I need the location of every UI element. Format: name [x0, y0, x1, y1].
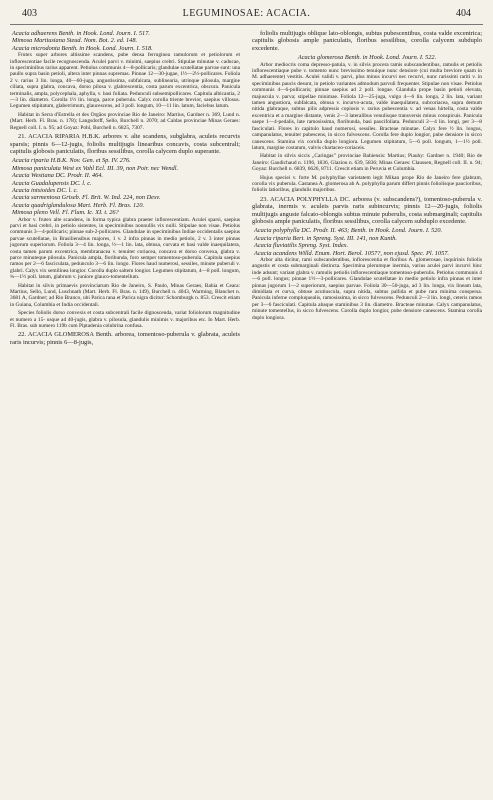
synonym-line: Acacia riparia H.B.K. Nov. Gen. et Sp. IV. 276. — [12, 157, 131, 165]
habitat-paragraph: Habitat in Serra d'Estrella et des Orgãos provinciae Rio de Janeiro: Martius, Gardner n. 369, Lund n. (Mart. Herb. Fl. Bras. n. 178); Langsdorff, Sello, Burchell n. 2070; ad Caldas provinciae Minas Geraes: Regnell coll. I. n. 95; ad Goyaz: Pohl, Burchell n. 6825, 7307. — [10, 111, 240, 131]
running-title: LEGUMINOSAE: ACACIA. — [182, 8, 311, 19]
synonym-line: Acacia polyphylla DC. Prodr. II. 463; Benth. in Hook. Lond. Journ. I. 520. — [254, 227, 443, 235]
right-page-number: 404 — [456, 8, 471, 19]
habitat-paragraph: Species foliolis dorso convexis et costa subcentrali facile dignoscenda, variat foliolorum magnitudine et numero a 15- usque ad 40-jugis, glabra v. pilosula, glandulis minimis v. majoribus etc. In Mart. Herb. Fl. Bras. sub numero 119b cum Piptadenia colubrina confusa. — [10, 310, 240, 330]
species-heading: 23. ACACIA POLYPHYLLA DC. arborea (v. subscandens?), tomentoso-puberula v. glabrata, inermis v. aculeis parvis raris subincurvis; pinnis 12—20-jugis, foliolis multijugis anguste falcato-oblongis subtus minute puberulis, costa submarginali; capitulis globosis ample paniculatis, floribus sessilibus, corolla calycem subduplo excedente. — [252, 195, 482, 225]
left-column — [10, 30, 240, 348]
text-columns — [10, 30, 483, 348]
running-header — [10, 8, 483, 22]
synonym-line: Acacia riparia Bert. in Spreng. Syst. III. 141, non Kunth. — [254, 234, 398, 242]
description-paragraph: Arbor mediocris coma depresso-patula, v. in silvis procera ramis subscandentibus, ramulis et petiolis inflorescentiaque pube v. tomento nunc brevissimo tenuique nunc densiore (cui multa breviore quam in M. adhaerente) vestitis. Aculei validi v. parvi, plus minus incurvi nec recurvi, nunc rarissimi rariti v. in speciminibus paucis desunt, in petiolo variantes admodum parvuli frequenter. Stipulae non visae. Petiolus communis 4—6-pollicaris; pinnae saepius ad 2 poll. longae. Glandula prope basin petioli elevata, majuscula v. parva; stipellae minimae. Foliola 12—25-juga, vulgo 4—6 lin. longa, 2 lin. lata, variant tamen angustiora, subfalcata, obtusa v. incurvo-acuta, valde inaequilatera, subcoriacea, supra demum nitida glabraque, subtus pilis adpressis copiosis v. rarius pubescentia v. ad venas hirtella, costa valde excentrica et a margine distante, venis 2—3 lateralibus venulisque transversis minus conspicuis. Panicula saepe 1—4-pedalis, late ramosissima, floribunda, basi paucifoliata. Pedunculi 2—4 lin. longi, per 3—8 fasciculati. Flores in capitulo haud numerosi, sessiles. Bracteae minutae. Calyx fere ½ lin. longus, campanulatus, tenuiter pubescens, in sicco fulvescens. Corolla fere duplo longior, pube densiore in sicco canescens. Stamina vix corolla duplo longiora. Legumen stipitatum, 5—6 poll. longum, 1—1½ poll. latum, margine costatum, valvis chartaceo-coriaceis. — [252, 61, 482, 151]
synonym-line: Acacia microdonta Benth. in Hook. Lond. Journ. I. 518. — [12, 44, 153, 52]
synonym-line: Acacia glomerosa Benth. in Hook. Lond. Journ. I. 522. — [297, 54, 437, 62]
species-heading: foliolis multijugis oblique lato-oblongis, subtus pubescentibus, costa valde excentrica; capitulis globosis ample paniculatis, floribus sessilibus, corolla calycem subduplo excedente. — [252, 30, 482, 52]
habitat-paragraph: Habitat in silvis primaevis provinciarum Rio de Janeiro, S. Paulo, Minas Geraes, Bahia et Ceara: Martius, Sello, Lund, Luschnath (Mart. Herb. Fl. Bras. n. 149), Burchell n. 4043, Warming, Blanchet n. 3681 A, Gardner; ad Rio Branco, ubi Parica rana et Parica nigra dicitur: Schomburgk n. 853. Crescit etiam in Guiana, Columbia et India occidentali. — [10, 282, 240, 308]
habitat-paragraph: Hujus speciei v. forte M. polyphyllae varietatem legit Mikan prope Rio de Janeiro fere glabram, corolla vix puberula. Castanea A. glomerosa ab A. polyphylla parum differt pinnis foliolisque paucioribus, foliolis latioribus, glandulis majoribus. — [252, 174, 482, 194]
description-paragraph: Arbor v. frutex alte scandens, in forma typica glabra praeter inflorescentiam. Aculei sparsi, saepius parvi et basi crebri, in petiolo sistentes, in speciminibus nonnullis vix nulli. Stipulae non visae. Petiolus communis 3—4-pollicaris; pinnae sub-2-pollicares. Glandulae in speciminibus Indiae occidentalis saepius parvae scutellatae, in Brasiliensibus majores, 1 v. 2 infra pinnas in medio petiolo, 2 v. 3 inter pinnas jugorum superiorum. Foliola 3—4 lin. longa, ½—1 lin. lata, obtusa, curvata et basi valde inaequilatera, costa tamen parum excentrica, membranacea v. tenuiter coriacea, concava et dorso convexa, glabra v. parce minuteque pilosula. Panicula ampla, floribunda, foro semper tomentoso-puberula. Capitula saepius ramos per 2—6 fasciculata, pedunculo 3—6 lin. longo. Flores haud numerosi, sessiles, minute puberuli v. glabri. Calyx vix semilinea longior. Corolla duplo saltem longior. Legumen stipitatum, 4—8 poll. longum, ¾—1½ poll. latum, glabrum v. juniore glauco-tomentellum. — [10, 216, 240, 281]
species-heading: 21. ACACIA RIPARIA H.B.K. arbores v. alte scandens, subglabra, aculeis recurvis sparsis; pinnis 6—12-jugis, foliolis multijugis linearibus concavis, costa subcentrali; capitulis globosis paniculatis, floribus sessilibus, corolla calycem duplo superante. — [10, 133, 240, 155]
synonym-line: Acacia quadriglandulosa Mart. Herb. Fl. Bras. 120. — [12, 201, 145, 209]
habitat-paragraph: Habitat in silvis siccis „Caringas” provinciae Bahiensis: Martius; Piauhy: Gardner n. 1940; Rio de Janeiro: Gaudichaud n. 1196, 1836, Glaziou n. 639, 5836; Minas Geraes: Claussen, Regnell coll. II. n. 94; Goyaz: Burchell n. 6839, 6626, 8711. Crescit etiam in Peruvia et Columbia. — [252, 153, 482, 173]
left-page-number: 403 — [22, 8, 37, 19]
synonym-line: Acacia acandens Willd. Enum. Hort. Berol. 1057?, non ejusd. Spec. Pl. 1057. — [254, 249, 449, 257]
header-rule — [10, 24, 483, 25]
synonym-line: Acacia sarmentosa Griseb. Fl. Brit. W. Ind. 224, non Desv. — [12, 194, 161, 202]
synonym-line: Mimosa paniculata West ex Vahl Ecl. III. 39, non Poir. nec Wendl. — [12, 164, 179, 172]
description-paragraph: Arbor alta dicitur, rami subscandentibus, inflorescentia et floribus A. glomerosae, inquirinis foliolis angustis et costa submarginali distincta. Specimina plerumque inermia, varius aculei parvi incurvi hinc inde adsunt; variant glabra v. ramulis petiolis inflorescentiaque tomentoso-puberulis. Petiolus communis 4—6 poll. longus; pinnae 1½—3-pollicares. Glandulae scutellatae in medio petiolo infra pinnas et inter pinnas jugorum 1—2 superiorum, saepius parvae. Foliola 30—50-juga, ad 3 lin. longa, vix lineam lata, dimidiata et curva, obtuse acutiuscula, supra nitida, subtus pallida et pube rara minima conspersa. Panicula inferne compluquealis, ramosissima, in sicco fulvescens. Pedunculi 2—3 lin. longi, ceteris ramos per 3—6 fasciculati. Capitula abaque staminibus 3 lin. diametro. Bracteae minutae. Calyx campanulatus, minute tomentellus, in sicco fulvescens. Corolla duplo longior, pube densiore canescens. Stamina corolla duplo longiora. — [252, 257, 482, 321]
synonym-line: Acacia fluviatilis Spreng. Syst. Index. — [254, 242, 349, 250]
synonym-line: Acacia adhaerens Benth. in Hook. Lond. Journ. I. 517. — [12, 30, 150, 37]
synonym-line: Acacia Guadalupensis DC. l. c. — [12, 179, 92, 187]
synonym-line: Acacia Westiana DC. Prodr. II. 464. — [12, 172, 104, 180]
synonym-line: Mimosa Martiusiana Steud. Nom. Bot. 2. ed. 148. — [12, 37, 138, 45]
synonym-line: Mimosa pleno Vell. Fl. Flum. Ic. XI. t. 26? — [12, 209, 119, 217]
species-heading: 22. ACACIA GLOMEROSA Benth. arborea, tomentoso-puberula v. glabrata, aculeis raris incurvis; pinnis 6—8-jugis, — [10, 331, 240, 346]
right-column — [252, 30, 482, 348]
description-paragraph: Frutex super arbores altissime scandens, pube densa ferruginea ramulorum et petiolorum et inflorescentiae facile recognoscenda. Aculei parvi v. minimi, saepius crebri. Stipulae minutae v. caducae, in speciminibus rarius apparent. Petiolus communis 4—8-pollicaris; glandulae scutellatae parvae sunt: una paullo supra basin petioli, altera inter pinnas supremas. Pinnae 12—30-jugae, 1½—2½-pollicares. Foliola 2 v. rarius 3 lin. longa, 40—60-juga, angustissima, subfalcata, sublinearia, utrinque pilosula, margine ciliata, supra glabra, concava, dorso pilosa v. glabrescentia, costa parum excentrica, obscura. Panicula terminalis, ampla, polycephala, aphylla, v. basi foliata. Pedunculi subsemipollicares. Capitula albicantia, 2—3 lin. diametro. Corolla 1½ lin. longa, parce puberula. Calyx corolla triente brevior, saepius villosus. Legumen stipitatum, glaberrimum, glaucescens, ad 3 poll. longum, 10—11 lin. latum, faciebus latum. — [10, 52, 240, 110]
synonym-line: Acacia intsioides DC. l. c. — [12, 186, 78, 194]
